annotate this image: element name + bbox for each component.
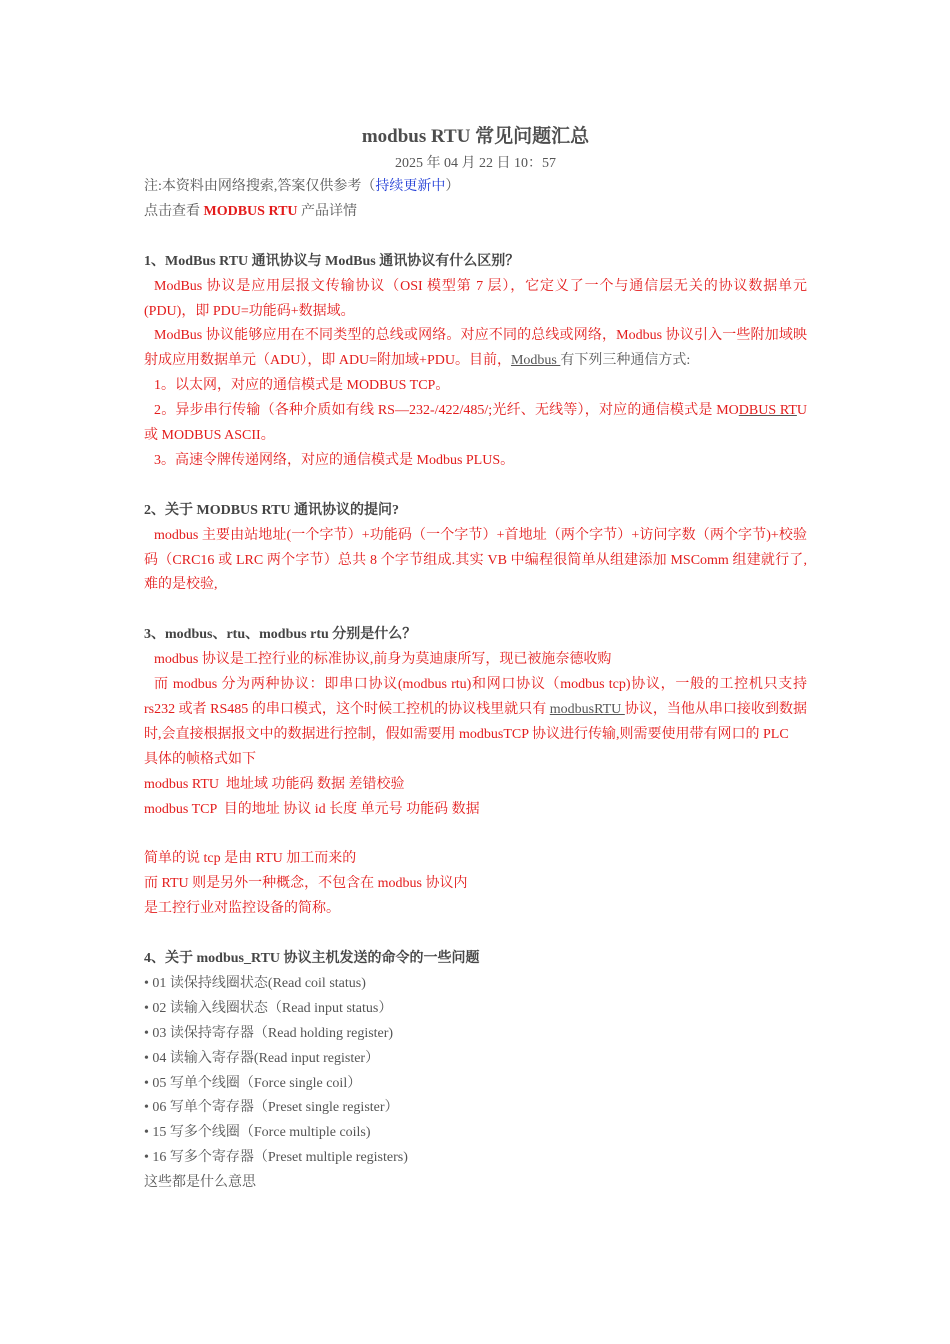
- q1-paragraph-2: [144, 324, 807, 374]
- command-list-item: • 15 写多个线圈（Force multiple coils): [144, 1125, 371, 1141]
- product-suffix: 产品详情: [297, 203, 358, 219]
- spacer: [144, 225, 807, 250]
- q2-paragraph-1: modbus 主要由站地址(一个字节）+功能码（一个字节）+首地址（两个字节）+访问字数（两个字节)+校验码（CRC16 或 LRC 两个字节）总共 8 个字节组成.其实 VB 中编程很简单从组建添加 MSComm 组建就行了,难的是校验,: [144, 527, 807, 593]
- question-4-heading: 4、关于 modbus_RTU 协议主机发送的命令的一些问题: [144, 951, 480, 967]
- spacer: [144, 474, 807, 499]
- spacer: [144, 823, 807, 848]
- spacer: [144, 922, 807, 947]
- q1-item-3: 3。高速令牌传递网络，对应的通信模式是 Modbus PLUS。: [154, 452, 515, 468]
- q3-summary-1: 简单的说 tcp 是由 RTU 加工而来的: [144, 851, 357, 867]
- q3-summary-2: 而 RTU 则是另外一种概念，不包含在 modbus 协议内: [144, 876, 468, 892]
- command-list-item: • 02 读输入线圈状态（Read input status）: [144, 1000, 393, 1016]
- q1-item-2-tail: U 或 MODBUS ASCII。: [144, 403, 807, 444]
- command-list-item: • 05 写单个线圈（Force single coil）: [144, 1075, 362, 1091]
- continuous-update-link[interactable]: 持续更新中: [375, 179, 446, 194]
- command-list-item: • 01 读保持线圈状态(Read coil status): [144, 975, 366, 991]
- document-date: 2025 年 04 月 22 日 10：57: [395, 156, 556, 171]
- question-2-heading: 2、关于 MODBUS RTU 通讯协议的提问?: [144, 502, 400, 518]
- q3-p2-text: 而 modbus 分为两种协议：即串口协议(modbus rtu)和网口协议（modbus tcp)协议，一般的工控机只支持 rs232 或者 RS485 的串口模式，这个时候工控机的协议栈里就只有: [144, 677, 807, 717]
- modbusrtu-link[interactable]: modbusRTU: [549, 701, 625, 717]
- q3-tcp-format: modbus TCP 目的地址 协议 id 长度 单元号 功能码 数据: [144, 801, 480, 817]
- q3-p2-tail: 协议，当他从串口接收到数据时,会直接根据报文中的数据进行控制，假如需要用 modbusTCP 协议进行传输,则需要使用带有网口的 PLC: [144, 701, 808, 742]
- q1-item-1: 1。以太网，对应的通信模式是 MODBUS TCP。: [154, 378, 450, 394]
- q1-item-2-text: 2。异步串行传输（各种介质如有线 RS—232-/422/485/;光纤、无线等），对应的通信模式是 MO: [154, 403, 739, 419]
- q3-summary-3: 是工控行业对监控设备的简称。: [144, 901, 340, 917]
- command-list-item: • 03 读保持寄存器（Read holding register): [144, 1025, 394, 1041]
- spacer: [144, 598, 807, 623]
- q1-p2-tail: 有下列三种通信方式:: [560, 353, 691, 369]
- q3-paragraph-2: [144, 673, 807, 748]
- product-prefix: 点击查看: [144, 203, 204, 219]
- command-list-item: • 16 写多个寄存器（Preset multiple registers): [144, 1150, 408, 1166]
- modbus-link[interactable]: Modbus: [510, 353, 561, 369]
- product-link-line[interactable]: [144, 200, 807, 225]
- document-body: [144, 122, 807, 1196]
- q3-paragraph-1: modbus 协议是工控行业的标准协议,前身为莫迪康所写，现已被施奈德收购: [154, 652, 612, 668]
- q1-p2-text: ModBus 协议能够应用在不同类型的总线或网络。对应不同的总线或网络，Modbus 协议引入一些附加域映射成应用数据单元（ADU），即 ADU=附加域+PDU。目前，: [144, 328, 807, 369]
- q4-closing: 这些都是什么意思: [144, 1175, 256, 1191]
- question-3-heading: 3、modbus、rtu、modbus rtu 分别是什么？: [144, 627, 417, 643]
- product-link[interactable]: MODBUS RTU: [203, 203, 298, 219]
- command-list-item: • 06 写单个寄存器（Preset single register）: [144, 1100, 399, 1116]
- modbus-rtu-link[interactable]: DBUS RT: [738, 403, 797, 419]
- q1-item-2: [144, 399, 807, 449]
- q3-rtu-format: modbus RTU 地址域 功能码 数据 差错校验: [144, 776, 405, 792]
- command-list-item: • 04 读输入寄存器(Read input register）: [144, 1050, 380, 1066]
- q3-frame-format: 具体的帧格式如下: [144, 751, 256, 767]
- note-suffix: ）: [445, 179, 460, 194]
- document-title: modbus RTU 常见问题汇总: [361, 126, 590, 147]
- note-prefix: 注:本资料由网络搜索,答案仅供参考（: [144, 179, 376, 194]
- question-1-heading: 1、ModBus RTU 通讯协议与 ModBus 通讯协议有什么区别？: [144, 253, 520, 269]
- q1-paragraph-1: ModBus 协议是应用层报文传输协议（OSI 模型第 7 层），它定义了一个与通信层无关的协议数据单元(PDU)，即 PDU=功能码+数据域。: [144, 278, 807, 319]
- disclaimer-note: [144, 175, 807, 200]
